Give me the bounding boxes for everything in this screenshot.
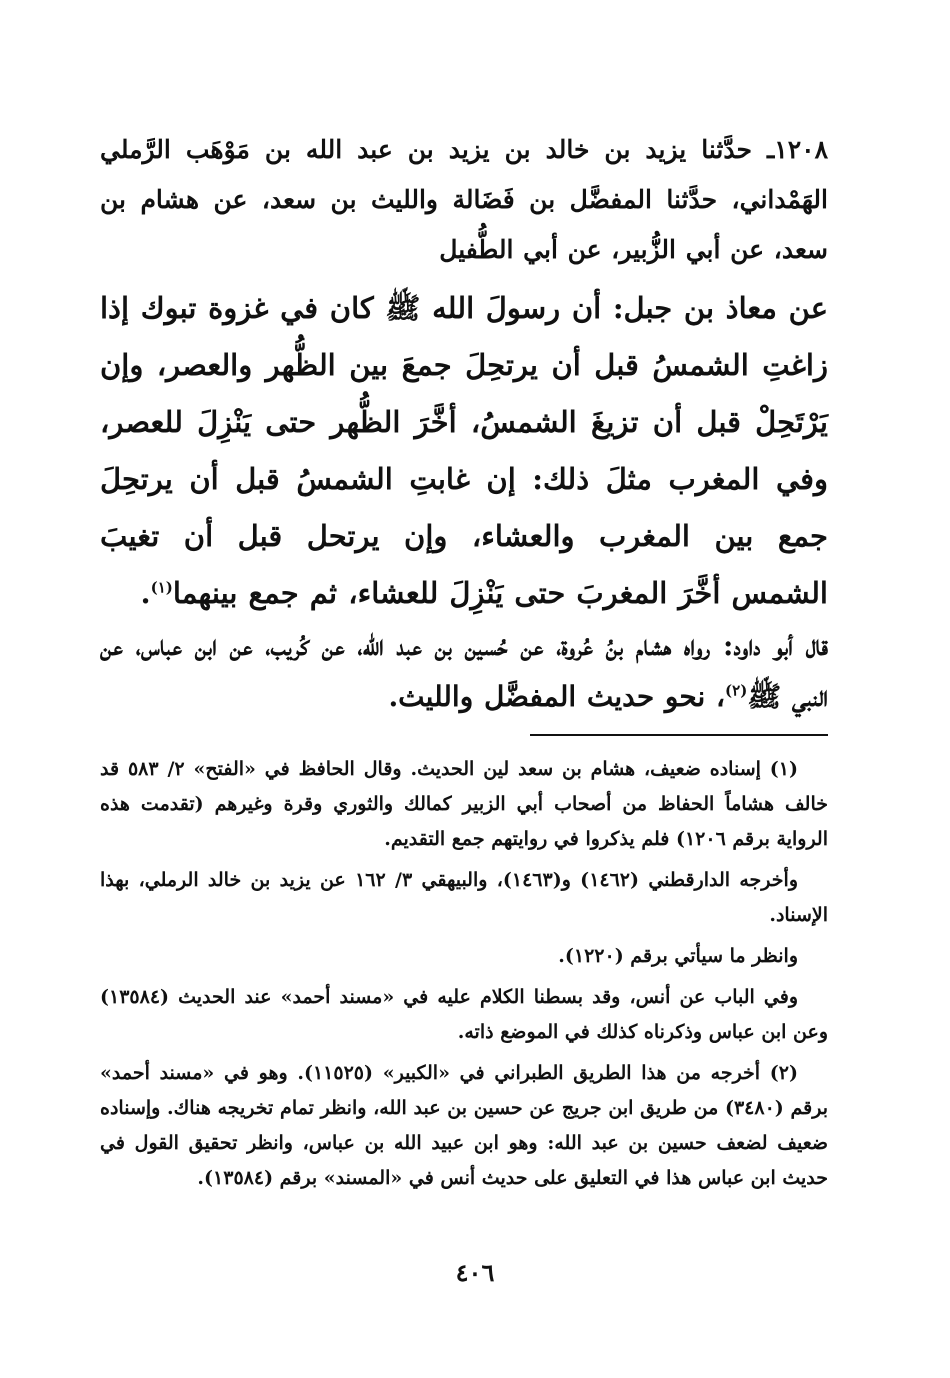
footnote-divider xyxy=(530,734,828,736)
footnotes xyxy=(100,752,828,1202)
comment-text-part1: قال أبو داود: رواه هشام بنُ عُروة، عن حُسين بن عبد الله، عن كُريب، عن ابن عباس، عن النبي ﷺ xyxy=(100,629,828,713)
hadith-isnad xyxy=(100,125,828,275)
footnote-2: (٢) أخرجه من هذا الطريق الطبراني في «الكبير» (١١٥٢٥). وهو في «مسند أحمد» برقم (٣٤٨٠) من طريق ابن جريج عن حسين بن عبد الله، وانظر تمام تخريجه هناك. وإسناده ضعيف لضعف حسين بن عبد الله: وهو ابن عبيد الله بن عباس، وانظر تحقيق القول في حديث ابن عباس هذا في التعليق على حديث أنس في «المسند» برقم (١٣٥٨٤). xyxy=(100,1062,828,1189)
footnote-ref-1: (١) xyxy=(150,578,173,597)
footnote-1: (١) إسناده ضعيف، هشام بن سعد لين الحديث. وقال الحافظ في «الفتح» ٢/ ٥٨٣ قد خالف هشاماً الحفاظ من أصحاب أبي الزبير كمالك والثوري وقرة وغيرهم (تقدمت هذه الرواية برقم ١٢٠٦) فلم يذكروا في روايتهم جمع التقديم. xyxy=(100,758,828,850)
footnote-1-in-chapter: وفي الباب عن أنس، وقد بسطنا الكلام عليه في «مسند أحمد» عند الحديث (١٣٥٨٤) وعن ابن عباس وذكرناه كذلك في الموضع ذاته. xyxy=(100,986,828,1043)
matn-end: . xyxy=(140,576,151,610)
isnad-text: ١٢٠٨ـ حدَّثنا يزيد بن خالد بن يزيد بن عبد الله بن مَوْهَب الرَّملي الهَمْداني، حدَّثنا المفضَّل بن فَضَالة والليث بن سعد، عن هشام بن سعد، عن أبي الزُّبير، عن أبي الطُّفيل xyxy=(100,135,828,264)
hadith-matn xyxy=(100,280,828,622)
footnote-ref-2: (٢) xyxy=(725,681,748,700)
page-number: ٤٠٦ xyxy=(455,1258,495,1287)
comment-text-part2: ، نحو حديث المفضَّل والليث. xyxy=(388,680,726,713)
footnote-1-sources: وأخرجه الدارقطني (١٤٦٢) و(١٤٦٣)، والبيهقي ٣/ ١٦٢ عن يزيد بن خالد الرملي، بهذا الإسناد. xyxy=(100,869,828,926)
abu-dawud-comment xyxy=(100,620,828,722)
footnote-1-see-also: وانظر ما سيأتي برقم (١٢٢٠). xyxy=(558,945,798,967)
matn-text: عن معاذ بن جبل: أن رسولَ الله ﷺ كان في غزوة تبوك إذا زاغتِ الشمسُ قبل أن يرتحِلَ جمعَ بين الظُّهر والعصر، وإن يَرْتَحِلْ قبل أن تزيغَ الشمسُ، أخَّرَ الظُّهر حتى يَنْزِلَ للعصر، وفي المغرب مثلَ ذلك: إن غابتِ الشمسُ قبل أن يرتحِلَ جمع بين المغرب والعشاء، وإن يرتحل قبل أن تغيبَ الشمس أخَّرَ المغربَ حتى يَنْزِلَ للعشاء، ثم جمع بينهما xyxy=(100,291,828,610)
